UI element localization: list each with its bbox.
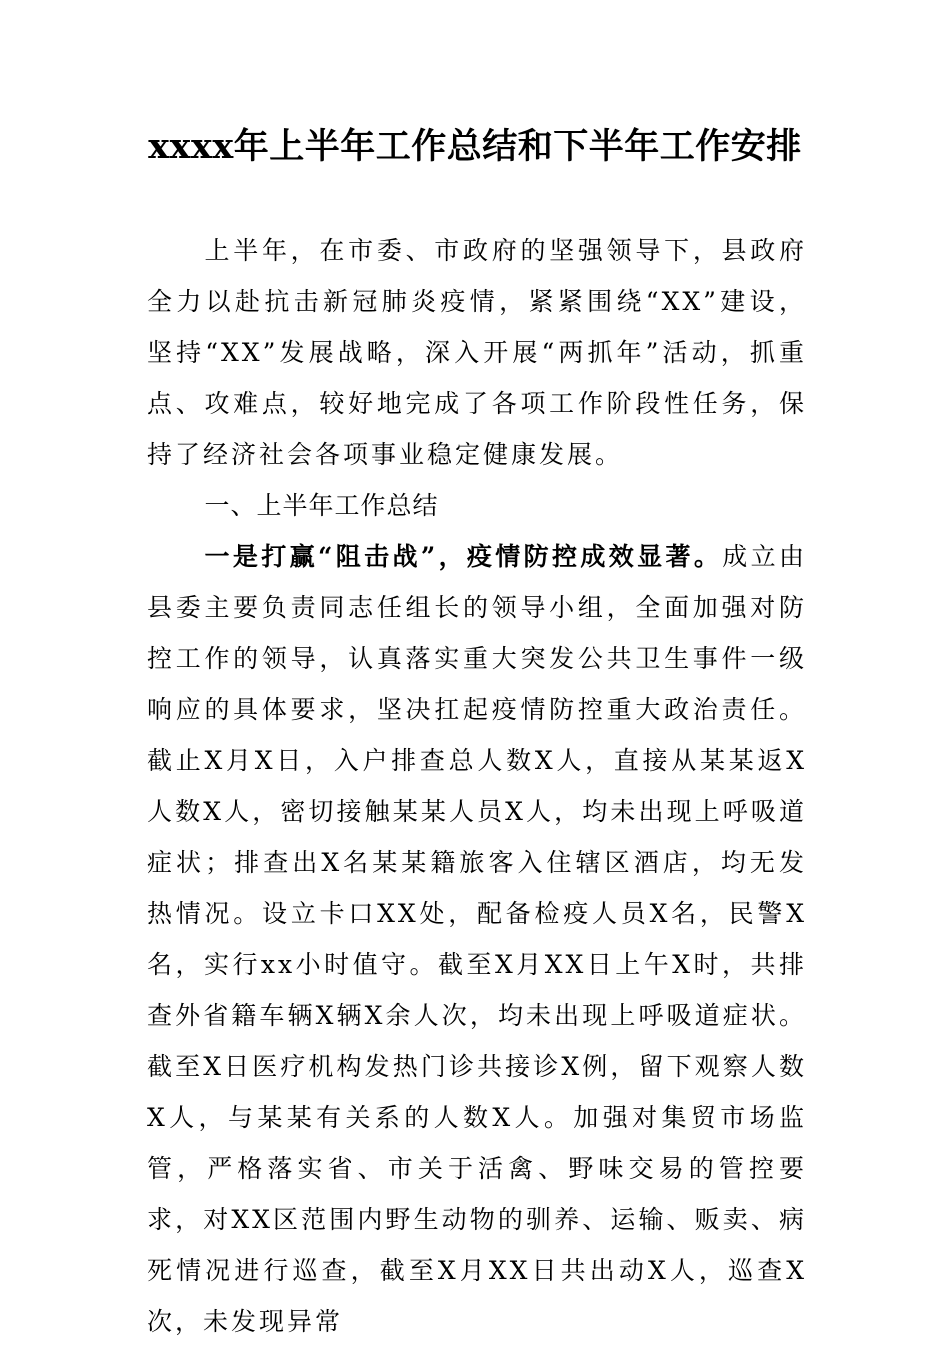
point-one-text: 成立由县委主要负责同志任组长的领导小组，全面加强对防控工作的领导，认真落实重大突发公共卫生事件一级响应的具体要求，坚决扛起疫情防控重大政治责任。截止X月X日，入户排查总人数X人，直接从某某返X人数X人，密切接触某某人员X人，均未出现上呼吸道症状；排查出X名某某籍旅客入住辖区酒店，均无发热情况。设立卡口XX处，配备检疫人员X名，民警X名，实行xx小时值守。截至X月XX日上午X时，共排查外省籍车辆X辆X余人次，均未出现上呼吸道症状。截至X日医疗机构发热门诊共接诊X例，留下观察人数X人，与某某有关系的人数X人。加强对集贸市场监管，严格落实省、市关于活禽、野味交易的管控要求，对XX区范围内野生动物的驯养、运输、贩卖、病死情况进行巡查，截至X月XX日共出动X人，巡查X次，未发现异常	[147, 542, 807, 1336]
point-one-lead: 一是打赢“阻击战”，疫情防控成效显著。	[204, 542, 723, 571]
intro-paragraph: 上半年，在市委、市政府的坚强领导下，县政府全力以赴抗击新冠肺炎疫情，紧紧围绕“XX”建设，坚持“XX”发展战略，深入开展“两抓年”活动，抓重点、攻难点，较好地完成了各项工作阶段性任务，保持了经济社会各项事业稳定健康发展。	[147, 236, 807, 469]
section-heading: 一、上半年工作总结	[204, 491, 439, 520]
document-body	[147, 225, 807, 1347]
point-one-paragraph	[147, 531, 807, 1347]
document-title: xxxx年上半年工作总结和下半年工作安排	[148, 126, 802, 167]
